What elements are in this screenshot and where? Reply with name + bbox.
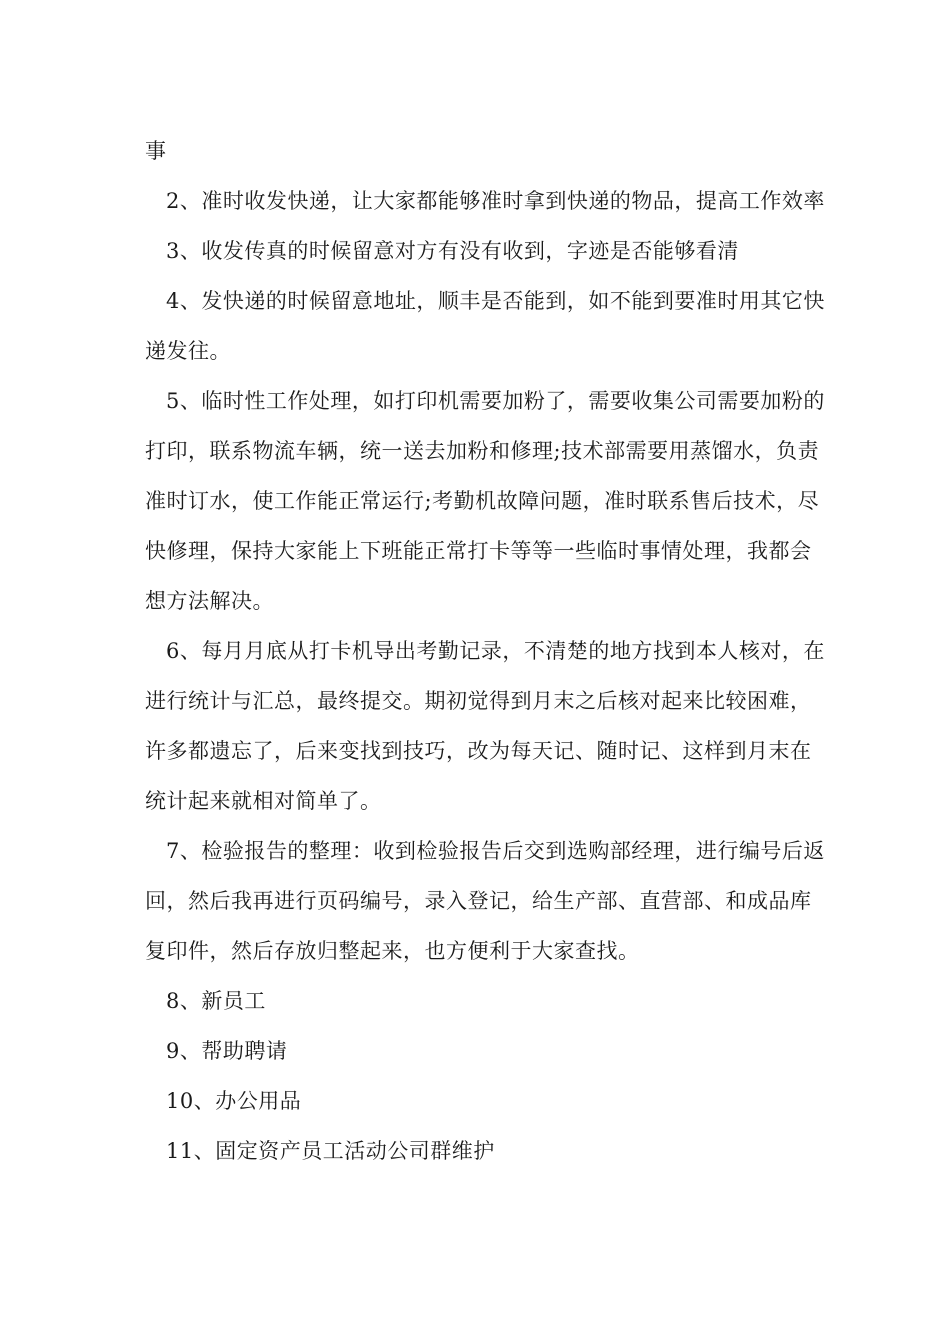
paragraph-item-5: 5、临时性工作处理，如打印机需要加粉了，需要收集公司需要加粉的打印，联系物流车辆，统一送去加粉和修理;技术部需要用蒸馏水，负责准时订水，使工作能正常运行;考勤机故障问题，准时联系售后技术，尽快修理，保持大家能上下班能正常打卡等等一些临时事情处理，我都会想方法解决。 bbox=[145, 389, 825, 613]
paragraph-item-3: 3、收发传真的时候留意对方有没有收到，字迹是否能够看清 bbox=[166, 239, 739, 263]
paragraph-continuation: 事 bbox=[145, 139, 167, 163]
paragraph-item-11: 11、固定资产员工活动公司群维护 bbox=[166, 1139, 495, 1163]
paragraph-item-6: 6、每月月底从打卡机导出考勤记录，不清楚的地方找到本人核对，在进行统计与汇总，最终提交。期初觉得到月末之后核对起来比较困难，许多都遗忘了，后来变找到技巧，改为每天记、随时记、这样到月末在统计起来就相对简单了。 bbox=[145, 639, 825, 813]
paragraph-item-2: 2、准时收发快递，让大家都能够准时拿到快递的物品，提高工作效率 bbox=[166, 189, 825, 213]
paragraph-item-10: 10、办公用品 bbox=[166, 1089, 302, 1113]
paragraph-item-7: 7、检验报告的整理：收到检验报告后交到选购部经理，进行编号后返回，然后我再进行页码编号，录入登记，给生产部、直营部、和成品库复印件，然后存放归整起来，也方便利于大家查找。 bbox=[145, 839, 825, 963]
paragraph-item-8: 8、新员工 bbox=[166, 989, 266, 1013]
document-body bbox=[145, 126, 825, 1176]
paragraph-item-9: 9、帮助聘请 bbox=[166, 1039, 288, 1063]
paragraph-item-4: 4、发快递的时候留意地址，顺丰是否能到，如不能到要准时用其它快递发往。 bbox=[145, 289, 825, 363]
